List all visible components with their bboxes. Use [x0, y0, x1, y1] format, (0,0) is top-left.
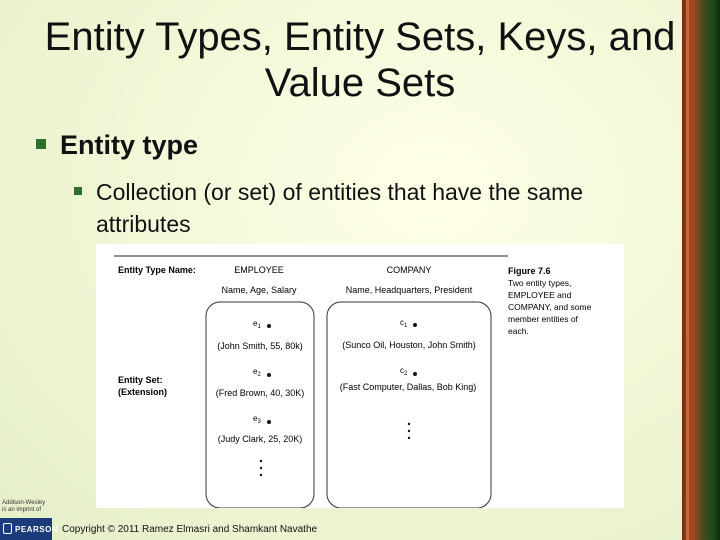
bullet-level-2-text: Collection (or set) of entities that have the same attributes	[96, 179, 584, 237]
publisher-line-2: is an imprint of	[2, 507, 42, 513]
svg-text:c2: $c_2$	[400, 366, 408, 377]
svg-text:e2: $e_2$	[253, 367, 261, 378]
bullet-level-1	[36, 130, 198, 161]
bullet-level-1-text: Entity type	[60, 130, 199, 160]
bullet-level-2	[74, 176, 634, 240]
figure-entity-types	[96, 244, 624, 508]
svg-text:e3: $e_3$	[253, 414, 261, 425]
employee-entity	[217, 319, 303, 351]
employee-more-dots	[260, 460, 262, 476]
decorative-side-bar	[682, 0, 720, 540]
bullet-square-icon	[36, 139, 46, 149]
entity-set-label: Entity Set:	[118, 375, 163, 385]
slide-title: Entity Types, Entity Sets, Keys, and Value Sets	[44, 15, 676, 105]
caption-line: COMPANY, and some	[508, 302, 592, 312]
caption-line: EMPLOYEE and	[508, 290, 572, 300]
company-type-name: COMPANY	[386, 265, 432, 275]
company-entity	[342, 318, 476, 350]
caption-line: Two entity types,	[508, 278, 572, 288]
bullet-square-icon	[74, 187, 82, 195]
pearson-label: PEARSON	[15, 525, 59, 534]
company-entity	[340, 366, 477, 392]
publisher-line-1: Addison-Wesley	[2, 500, 46, 506]
caption-line: each.	[508, 326, 529, 336]
pearson-logo	[0, 518, 59, 540]
employee-entity-values: (Judy Clark, 25, 20K)	[217, 434, 303, 444]
employee-entity	[218, 414, 303, 444]
company-entity-values: (Fast Computer, Dallas, Bob King)	[339, 382, 477, 392]
employee-entity	[216, 367, 305, 398]
figure-caption	[508, 278, 592, 336]
company-set-box	[327, 302, 491, 508]
entity-type-name-label: Entity Type Name:	[118, 265, 196, 275]
company-more-dots	[408, 423, 410, 439]
employee-entity-values: (Fred Brown, 40, 30K)	[215, 388, 305, 398]
copyright-text: Copyright © 2011 Ramez Elmasri and Shamkant Navathe	[62, 524, 318, 535]
publisher-logo	[2, 500, 45, 514]
company-attributes: Name, Headquarters, President	[345, 285, 473, 295]
figure-diagram	[96, 244, 624, 508]
figure-caption-title: Figure 7.6	[508, 266, 551, 276]
pearson-icon	[3, 523, 12, 534]
employee-attributes: Name, Age, Salary	[221, 285, 297, 295]
caption-line: member entities of	[508, 314, 578, 324]
company-entity-values: (Sunco Oil, Houston, John Smith)	[342, 340, 476, 350]
employee-type-name: EMPLOYEE	[234, 265, 284, 275]
entity-set-extension-label: (Extension)	[118, 387, 168, 397]
svg-text:e1: $e_1$	[253, 319, 261, 330]
employee-set-box	[206, 302, 314, 508]
employee-entity-values: (John Smith, 55, 80k)	[217, 341, 303, 351]
svg-text:c1: $c_1$	[400, 318, 408, 329]
